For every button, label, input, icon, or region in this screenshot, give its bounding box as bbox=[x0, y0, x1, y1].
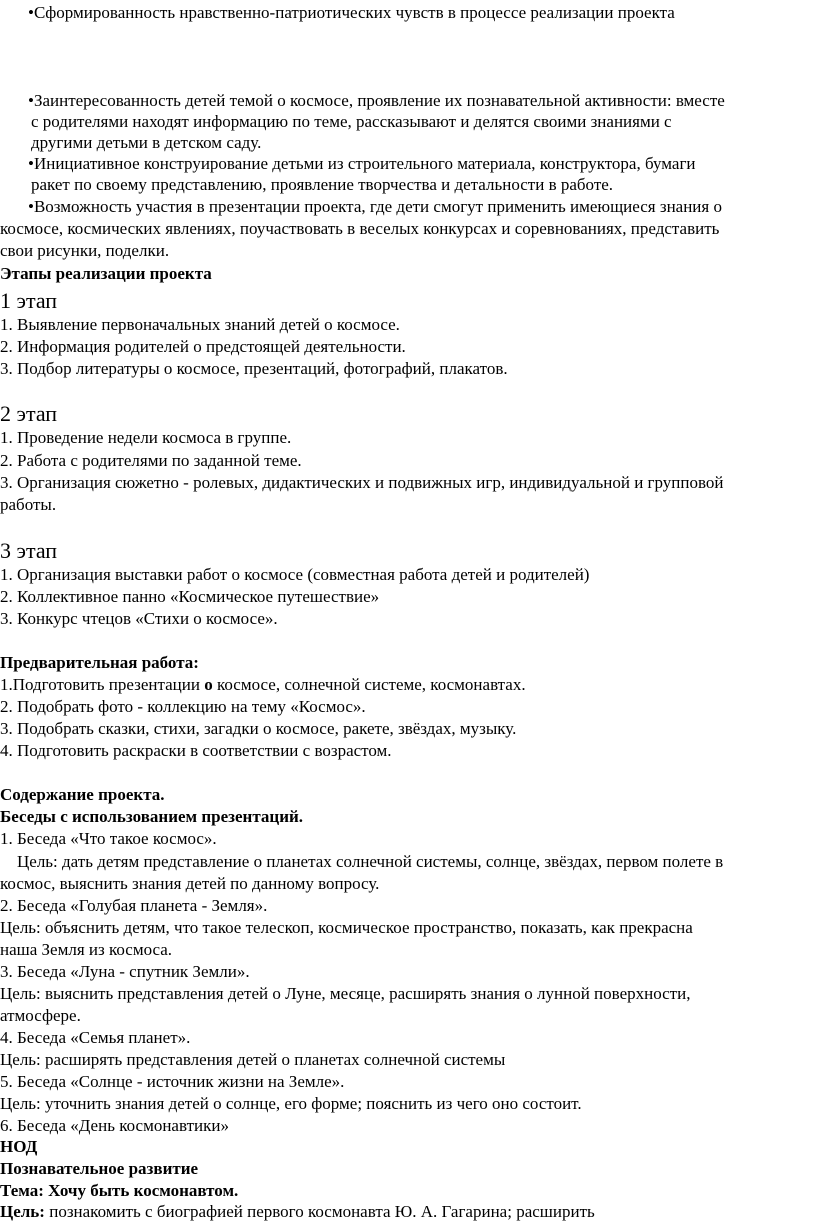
talk-3-title: 3. Беседа «Луна - спутник Земли». bbox=[0, 962, 250, 981]
stages-heading: Этапы реализации проекта bbox=[0, 264, 212, 283]
talk-1-goal: Цель: дать детям представление о планетах солнечной системы, солнце, звёздах, первом полете в bbox=[0, 852, 724, 871]
nod-heading: НОД bbox=[0, 1137, 38, 1156]
nod-goal-text: познакомить с биографией первого космонавта Ю. А. Гагарина; расширить bbox=[44, 1202, 595, 1221]
talk-3-goal-cont: атмосфере. bbox=[0, 1006, 81, 1025]
talk-2-goal: Цель: объяснить детям, что такое телескоп, космическое пространство, показать, как прекрасна bbox=[0, 918, 693, 937]
result-bullet-2-line-1: •Заинтересованность детей темой о космосе, проявление их познавательной активности: вместе bbox=[28, 91, 725, 110]
talk-3-goal: Цель: выяснить представления детей о Луне, месяце, расширять знания о лунной поверхности, bbox=[0, 984, 691, 1003]
stage-3-item-3: 3. Конкурс чтецов «Стихи о космосе». bbox=[0, 609, 278, 628]
stage-2-item-3-cont: работы. bbox=[0, 495, 57, 514]
talk-1-title: 1. Беседа «Что такое космос». bbox=[0, 829, 217, 848]
talk-5-goal: Цель: уточнить знания детей о солнце, его форме; пояснить из чего оно состоит. bbox=[0, 1094, 582, 1113]
stage-3-title: 3 этап bbox=[0, 538, 58, 563]
stage-3-item-1: 1. Организация выставки работ о космосе (совместная работа детей и родителей) bbox=[0, 565, 590, 584]
result-bullet-1: •Сформированность нравственно-патриотических чувств в процессе реализации проекта bbox=[28, 3, 675, 22]
nod-goal-label: Цель: bbox=[0, 1202, 45, 1221]
content-subheading: Беседы с использованием презентаций. bbox=[0, 807, 304, 826]
stage-2-item-1: 1. Проведение недели космоса в группе. bbox=[0, 428, 292, 447]
stage-1-item-1: 1. Выявление первоначальных знаний детей о космосе. bbox=[0, 315, 400, 334]
talk-4-title: 4. Беседа «Семья планет». bbox=[0, 1028, 191, 1047]
result-bullet-4-line-1: •Возможность участия в презентации проекта, где дети смогут применить имеющиеся знания о bbox=[28, 197, 722, 216]
talk-2-title: 2. Беседа «Голубая планета - Земля». bbox=[0, 896, 268, 915]
talk-5-title: 5. Беседа «Солнце - источник жизни на Земле». bbox=[0, 1072, 345, 1091]
stage-1-item-3: 3. Подбор литературы о космосе, презентаций, фотографий, плакатов. bbox=[0, 359, 508, 378]
result-bullet-4-line-2: космосе, космических явлениях, поучаствовать в веселых конкурсах и соревнованиях, представить bbox=[0, 219, 720, 238]
nod-goal bbox=[0, 1201, 595, 1222]
prelim-item-1 bbox=[0, 674, 526, 695]
stage-2-item-3: 3. Организация сюжетно - ролевых, дидактических и подвижных игр, индивидуальной и групповой bbox=[0, 473, 724, 492]
result-bullet-3-line-2: ракет по своему представлению, проявление творчества и детальности в работе. bbox=[31, 175, 614, 194]
stage-2-title: 2 этап bbox=[0, 401, 58, 426]
prelim-item-4: 4. Подготовить раскраски в соответствии с возрастом. bbox=[0, 741, 392, 760]
prelim-item-1-bold: о bbox=[204, 675, 213, 694]
nod-theme: Тема: Хочу быть космонавтом. bbox=[0, 1181, 239, 1200]
prelim-item-1-end: космосе, солнечной системе, космонавтах. bbox=[212, 675, 526, 694]
stage-1-item-2: 2. Информация родителей о предстоящей деятельности. bbox=[0, 337, 406, 356]
stage-1-title: 1 этап bbox=[0, 288, 58, 313]
prelim-item-1-start: 1.Подготовить презентации bbox=[0, 675, 205, 694]
talk-2-goal-cont: наша Земля из космоса. bbox=[0, 940, 173, 959]
prelim-heading: Предварительная работа: bbox=[0, 653, 199, 672]
prelim-item-3: 3. Подобрать сказки, стихи, загадки о космосе, ракете, звёздах, музыку. bbox=[0, 719, 517, 738]
talk-4-goal: Цель: расширять представления детей о планетах солнечной системы bbox=[0, 1050, 506, 1069]
talk-6-title: 6. Беседа «День космонавтики» bbox=[0, 1116, 229, 1135]
stage-3-item-2: 2. Коллективное панно «Космическое путешествие» bbox=[0, 587, 380, 606]
result-bullet-2-line-3: другими детьми в детском саду. bbox=[31, 133, 262, 152]
talk-1-goal-cont: космос, выяснить знания детей по данному вопросу. bbox=[0, 874, 380, 893]
result-bullet-4-line-3: свои рисунки, поделки. bbox=[0, 241, 170, 260]
result-bullet-3-line-1: •Инициативное конструирование детьми из строительного материала, конструктора, бумаги bbox=[28, 154, 696, 173]
stage-2-item-2: 2. Работа с родителями по заданной теме. bbox=[0, 451, 302, 470]
content-heading: Содержание проекта. bbox=[0, 785, 165, 804]
result-bullet-2-line-2: с родителями находят информацию по теме, рассказывают и делятся своими знаниями с bbox=[31, 112, 672, 131]
prelim-item-2: 2. Подобрать фото - коллекцию на тему «Космос». bbox=[0, 697, 366, 716]
nod-area: Познавательное развитие bbox=[0, 1159, 199, 1178]
